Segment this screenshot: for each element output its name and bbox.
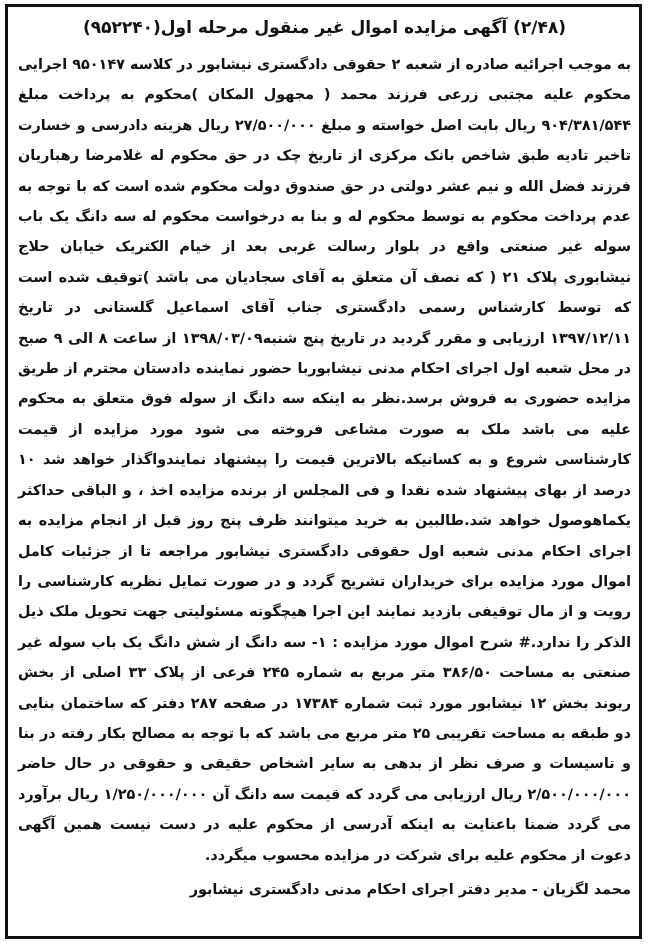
notice-signature: محمد لگزیان - مدیر دفتر اجرای احکام مدنی دادگستری نیشابور xyxy=(189,881,631,898)
auction-notice xyxy=(18,8,631,905)
notice-body: به موجب اجرائیه صادره از شعبه ۲ حقوقی دادگستری نیشابور در کلاسه ۹۵۰۱۴۷ اجرایی محکوم علیه مجتبی زرعی فرزند محمد ( مجهول المکان )محکوم به پرداخت مبلغ ۹۰۴/۳۸۱/۵۴۴ ریال بابت اصل خواسته و مبلغ ۲۷/۵۰۰/۰۰۰ ریال هزینه دادرسی و خسارت تاخیر تادیه طبق شاخص بانک مرکزی از تاریخ چک در حق محکوم له غلامرضا رهباریان فرزند فضل الله و نیم عشر دولتی در حق صندوق دولت محکوم شده است که با توجه به عدم پرداخت محکوم به توسط محکوم له و بنا به درخواست محکوم له سه دانگ یک باب سوله غیر صنعتی واقع در بلوار رسالت غربی بعد از خیام الکتریک خیابان حلاج نیشابوری پلاک ۲۱ ( که نصف آن متعلق به آقای سجادیان می باشد )توقیف شده است که توسط کارشناس رسمی دادگستری جناب آقای اسماعیل گلستانی در تاریخ ۱۳۹۷/۱۲/۱۱ ارزیابی و مقرر گردید در تاریخ پنج شنبه۱۳۹۸/۰۳/۰۹ از ساعت ۸ الی ۹ صبح در محل شعبه اول اجرای احکام مدنی نیشابوربا حضور نماینده دادستان محترم از طریق مزایده حضوری به فروش برسد.نظر به اینکه سه دانگ از سوله فوق متعلق به محکوم علیه می باشد ملک به صورت مشاعی فروخته می شود مورد مزایده از قیمت کارشناسی شروع و به کسانیکه بالاترین قیمت را پیشنهاد نمایندواگذار خواهد شد ۱۰ درصد از بهای پیشنهاد شده نقدا و فی المجلس از برنده مزایده اخذ ، و الباقی حداکثر یکماهوصول خواهد شد.طالبین به خرید میتوانند ظرف پنج روز قبل از انجام مزایده به اجرای احکام مدنی شعبه اول حقوقی دادگستری نیشابور مراجعه تا از جزئیات کامل اموال مورد مزایده برای خریداران تشریح گردد و در صورت تمایل نظریه کارشناسی را رویت و از مال توقیفی بازدید نمایند این اجرا هیچگونه مسئولیتی جهت تحویل ملک ذیل الذکر را ندارد.# شرح اموال مورد مزایده : ۱- سه دانگ از شش دانگ یک باب سوله غیر صنعتی به مساحت ۳۸۶/۵۰ متر مربع به شماره ۲۴۵ فرعی از پلاک ۳۳ اصلی از بخش ریوند بخش ۱۲ نیشابور مورد ثبت شماره ۱۷۳۸۴ در صفحه ۲۸۷ دفتر که ساختمان بنایی دو طبقه به مساحت تقریبی ۲۵ متر مربع می باشد که با توجه به مصالح بکار رفته در بنا و تاسیسات و صرف نظر از بدهی به سایر اشخاص حقیقی و حقوقی در حال حاضر ۲/۵۰۰/۰۰۰/۰۰۰ ریال ارزیابی می گردد که قیمت سه دانگ آن ۱/۲۵۰/۰۰۰/۰۰۰ ریال برآورد می گردد ضمنا باعنایت به اینکه آدرسی از محکوم علیه در دست نیست همین آگهی دعوت از محکوم علیه برای شرکت در مزایده محسوب میگردد. xyxy=(18,57,632,864)
notice-title: (۲/۴۸) آگهی مزایده اموال غیر منقول مرحله اول(۹۵۲۲۴۰) xyxy=(82,18,566,38)
